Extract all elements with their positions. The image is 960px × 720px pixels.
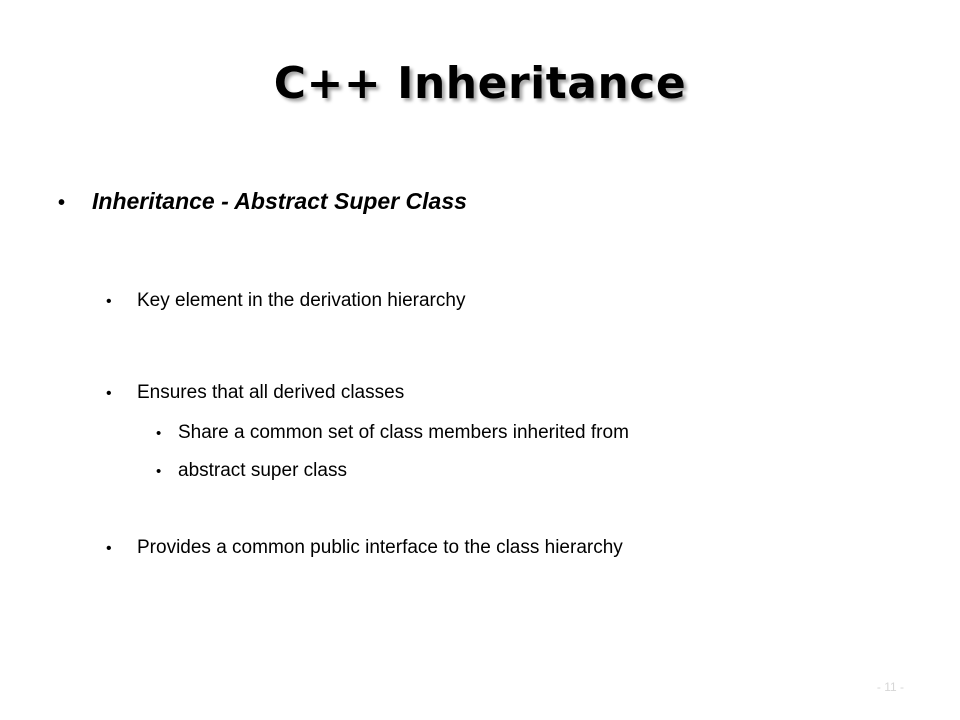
heading-bullet-text: Inheritance - Abstract Super Class — [92, 188, 467, 214]
list-item-text: Key element in the derivation hierarchy — [137, 290, 466, 311]
heading-bullet — [58, 188, 467, 215]
bullet-dot-icon: • — [58, 192, 66, 214]
bullet-dot-icon: • — [156, 463, 162, 480]
bullet-dot-icon: • — [156, 425, 162, 442]
list-item — [106, 290, 465, 312]
sub-list-item — [156, 460, 347, 482]
list-item-text: Provides a common public interface to the class hierarchy — [137, 537, 623, 558]
sub-list-item-text: Share a common set of class members inherited from — [178, 422, 629, 443]
sub-list-item — [156, 422, 629, 444]
list-item-text: Ensures that all derived classes — [137, 382, 405, 403]
page-number: - 11 - — [876, 680, 904, 694]
bullet-dot-icon: • — [106, 293, 112, 310]
list-item — [106, 537, 623, 559]
slide-title: C++ Inheritance — [273, 58, 687, 109]
sub-list-item-text: abstract super class — [178, 460, 347, 481]
bullet-dot-icon: • — [106, 540, 112, 557]
bullet-dot-icon: • — [106, 385, 112, 402]
list-item — [106, 382, 404, 404]
